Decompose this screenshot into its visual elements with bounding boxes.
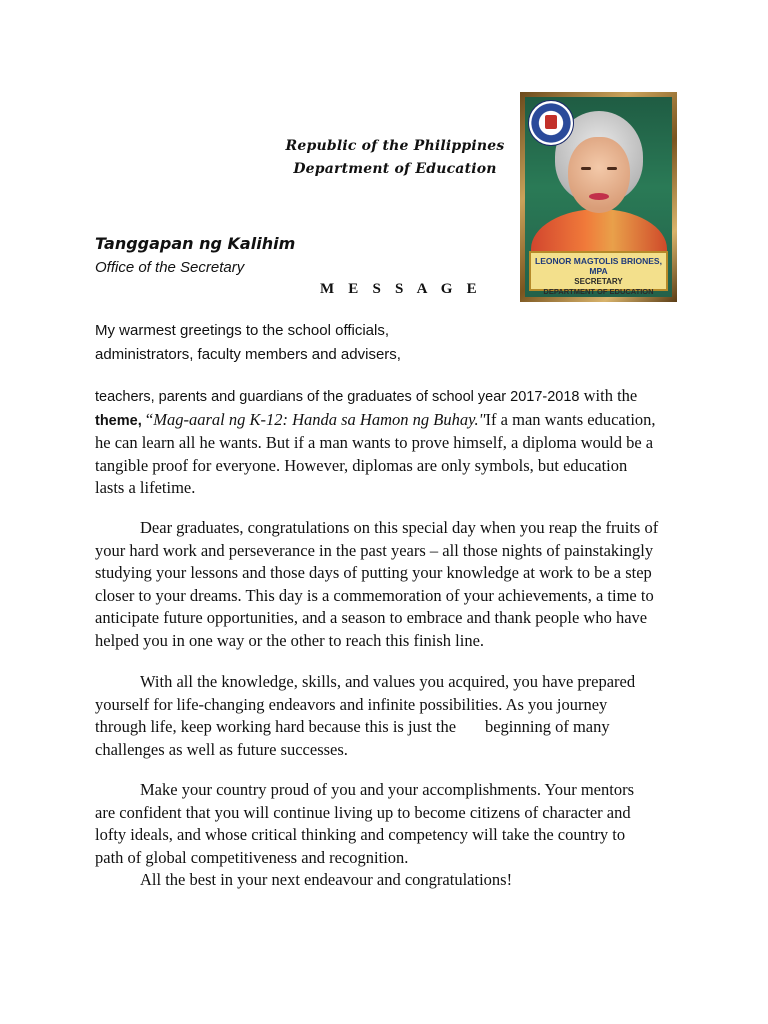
paragraph-line: closer to your dreams. This day is a commemoration of your achievements, a time to (95, 585, 654, 605)
portrait-photo (525, 97, 672, 297)
school-year: 2017-2018 (510, 389, 580, 405)
portrait-eye-left (581, 167, 591, 170)
theme-label: theme, (95, 412, 142, 429)
nameplate-department: DEPARTMENT OF EDUCATION (543, 287, 654, 296)
paragraph-line: helped you in one way or the other to reach this finish line. (95, 630, 485, 650)
paragraph-line: path of global competitiveness and recognition. (95, 847, 409, 867)
portrait-face (568, 137, 630, 213)
paragraph-line: tangible proof for everyone. However, diplomas are only symbols, but education (95, 455, 628, 475)
greeting-line-2: administrators, faculty members and advisers, (95, 346, 401, 363)
paragraph-line (95, 385, 695, 409)
paragraph-line: anticipate future opportunities, and a season to embrace and thank people who have (95, 608, 648, 628)
paragraph-line: through life, keep working hard because this is just the beginning of many (95, 717, 610, 737)
paragraph-line: lofty ideals, and whose critical thinking and competency will take the country to (95, 825, 626, 845)
text-run: “ (141, 409, 154, 429)
text-run: If a man wants education, (485, 409, 656, 429)
paragraph-line: lasts a lifetime. (95, 478, 196, 498)
paragraph-line: studying your lessons and those days of putting your knowledge at work to be a step (95, 563, 652, 583)
theme-text: Mag-aaral ng K-12: Handa sa Hamon ng Buhay." (153, 409, 486, 429)
republic-heading: Republic of the Philippines (285, 138, 505, 154)
paragraph-line: he can learn all he wants. But if a man wants to prove himself, a diploma would be a (95, 433, 654, 453)
paragraph-3 (95, 671, 695, 761)
paragraph-line: yourself for life-changing endeavors and infinite possibilities. As you journey (95, 694, 608, 714)
nameplate-title: SECRETARY (574, 277, 623, 286)
nameplate-name: LEONOR MAGTOLIS BRIONES, MPA (535, 256, 662, 276)
paragraph-line: Dear graduates, congratulations on this special day when you reap the fruits of (140, 518, 659, 537)
paragraph-line: With all the knowledge, skills, and values you acquired, you have prepared (140, 672, 636, 691)
message-title: M E S S A G E (320, 281, 482, 297)
portrait-nameplate (529, 251, 668, 296)
text-run: with the (579, 386, 638, 405)
paragraph-4 (95, 779, 695, 892)
closing-line: All the best in your next endeavour and congratulations! (140, 870, 513, 890)
secretary-portrait (520, 92, 677, 302)
paragraph-line: Make your country proud of you and your accomplishments. Your mentors (140, 780, 635, 799)
department-heading: Department of Education (293, 161, 497, 177)
paragraph-line: your hard work and perseverance in the past years – all those nights of painstakingly (95, 540, 654, 560)
paragraph-line (95, 409, 695, 433)
deped-seal-icon (528, 100, 574, 146)
office-filipino: Tanggapan ng Kalihim (95, 234, 296, 253)
greeting-line-1: My warmest greetings to the school officials, (95, 322, 390, 339)
paragraph-2 (95, 517, 695, 653)
paragraph-1 (95, 385, 695, 500)
office-english: Office of the Secretary (95, 259, 245, 276)
text-run: teachers, parents and guardians of the graduates of school year (95, 389, 511, 405)
paragraph-line: are confident that you will continue living up to become citizens of character and (95, 802, 631, 822)
portrait-lips (589, 193, 609, 200)
paragraph-line: challenges as well as future successes. (95, 739, 348, 759)
portrait-eye-right (607, 167, 617, 170)
